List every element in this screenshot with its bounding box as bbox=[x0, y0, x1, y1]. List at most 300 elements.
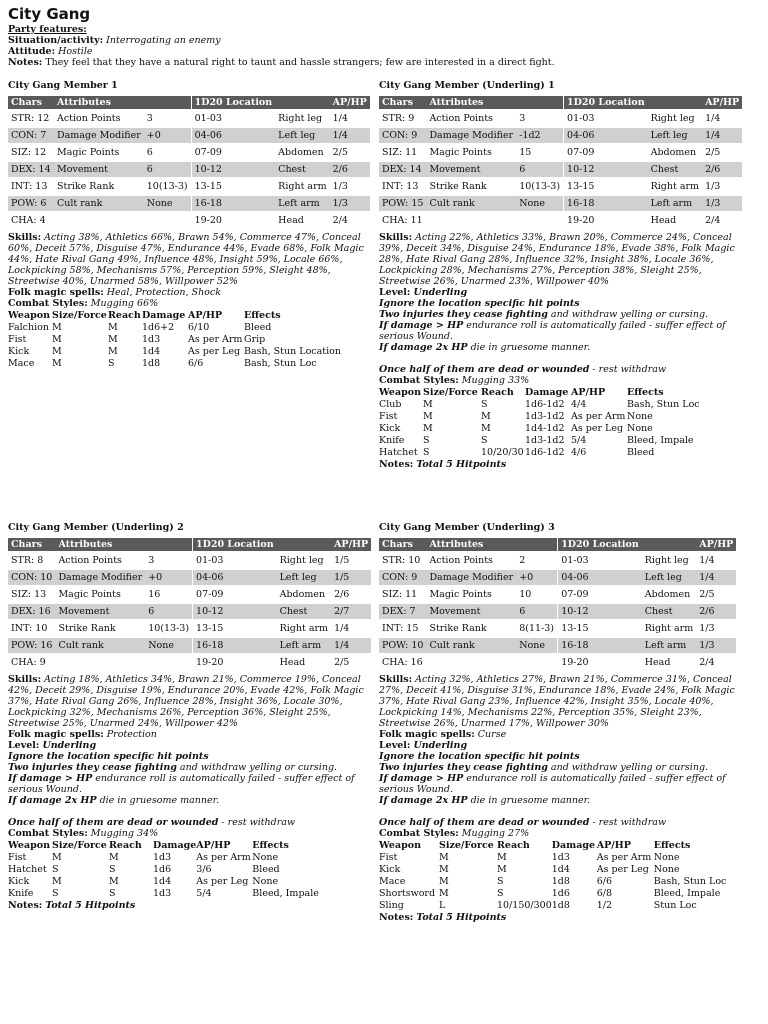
armor-hp-cell: 2/4 bbox=[705, 215, 721, 226]
attribute-name-cell: Damage Modifier bbox=[426, 570, 516, 585]
attribute-name-cell: Strike Rank bbox=[57, 181, 115, 192]
roll-range-cell: 10-12 bbox=[193, 604, 277, 619]
damage-over-hp-rule-text: endurance roll is automatically failed - suffer effect of serious Wound. bbox=[379, 773, 726, 795]
stats-row bbox=[379, 655, 736, 670]
stats-row bbox=[8, 145, 370, 160]
weapon-reach-cell: M bbox=[481, 411, 491, 422]
attribute-name-cell: Movement bbox=[426, 162, 516, 177]
armor-hp-cell: 2/5 bbox=[705, 147, 721, 158]
roll-range-cell: 01-03 bbox=[196, 555, 224, 566]
damage-over-hp-rule bbox=[379, 320, 741, 342]
stat-block bbox=[379, 80, 751, 470]
attribute-value-cell: +0 bbox=[145, 570, 192, 585]
characteristic-cell: POW: 10 bbox=[379, 638, 426, 653]
weapon-name-cell: Knife bbox=[379, 435, 405, 446]
weapon-damage-cell: 1d3 bbox=[153, 888, 172, 899]
chars-header: Chars bbox=[8, 96, 54, 109]
hit-location-cell: Right leg bbox=[650, 113, 695, 124]
skills-value: Acting 22%, Athletics 33%, Brawn 20%, Commerce 24%, Conceal 39%, Deceit 34%, Disguise 24%, Endurance 18%, Evade 38%, Folk Magic 28%, Hate Rival Gang 28%, Influence 32%, Insight 38%, Locale 36%, Lockpicking 28%, Mechanisms 27%, Perception 38%, Sleight 25%, Streetwise 26%, Unarmed 23%, Willpower 40% bbox=[379, 232, 735, 287]
combat-styles bbox=[379, 828, 741, 839]
roll-range-cell: 07-09 bbox=[196, 589, 224, 600]
damage-header: Damage bbox=[525, 387, 569, 398]
weapon-row bbox=[8, 852, 319, 864]
attribute-value-cell bbox=[145, 655, 192, 670]
folk-magic bbox=[8, 287, 370, 298]
attribute-value-cell: 6 bbox=[516, 604, 557, 619]
location-name-header bbox=[648, 96, 702, 109]
folk-magic-value: Protection bbox=[106, 729, 157, 740]
characteristic-cell: DEX: 14 bbox=[8, 162, 54, 177]
damage-over-hp-rule bbox=[8, 773, 370, 795]
weapon-aphp-cell: 6/8 bbox=[596, 888, 613, 899]
weapon-reach-cell: M bbox=[108, 322, 118, 333]
weapon-effects-cell: Bash, Stun Loc bbox=[653, 876, 727, 887]
roll-range-cell: 13-15 bbox=[194, 181, 222, 192]
stats-table bbox=[379, 94, 742, 230]
two-injuries-rule bbox=[8, 762, 370, 773]
weapon-damage-cell: 1d4-1d2 bbox=[525, 423, 565, 434]
weapon-name-cell: Hatchet bbox=[379, 447, 418, 458]
characteristic-cell: STR: 10 bbox=[382, 555, 421, 566]
weapon-effects-cell: None bbox=[252, 876, 279, 887]
armor-hp-cell: 1/3 bbox=[332, 181, 348, 192]
weapons-header-row bbox=[8, 310, 341, 322]
armor-hp-cell: 1/4 bbox=[696, 570, 736, 585]
level bbox=[379, 740, 741, 751]
hit-location-cell: Abdomen bbox=[278, 147, 324, 158]
weapon-size-cell: M bbox=[52, 346, 62, 357]
attribute-name-cell: Strike Rank bbox=[58, 623, 116, 634]
weapon-damage-cell: 1d6-1d2 bbox=[525, 399, 565, 410]
attribute-name-cell: Strike Rank bbox=[429, 181, 487, 192]
attribute-name-cell: Movement bbox=[54, 162, 144, 177]
location-name-header bbox=[277, 538, 331, 551]
stats-row bbox=[8, 196, 370, 211]
hit-location-cell: Head bbox=[278, 215, 304, 226]
weapon-size-cell: L bbox=[439, 900, 446, 911]
characteristic-cell: CHA: 11 bbox=[382, 215, 423, 226]
hit-location-cell: Head bbox=[644, 657, 671, 668]
notes-value: They feel that they have a natural right to taunt and hassle strangers; few are interested in a direct fight. bbox=[45, 57, 555, 68]
armor-hp-cell: 2/4 bbox=[699, 657, 715, 668]
aphp-header: AP/HP bbox=[596, 840, 631, 851]
reach-header: Reach bbox=[108, 310, 141, 321]
weapon-reach-cell: 10/20/30 bbox=[481, 447, 524, 458]
weapon-size-cell: M bbox=[423, 411, 433, 422]
morale-rule-text: - rest withdraw bbox=[589, 817, 667, 828]
block-notes-label: Notes: bbox=[379, 912, 414, 923]
effects-header: Effects bbox=[653, 840, 691, 851]
characteristic-cell: CHA: 16 bbox=[382, 657, 423, 668]
damage-over-hp-rule-strong: If damage > HP bbox=[379, 320, 464, 331]
level-label: Level: bbox=[8, 740, 40, 751]
folk-magic-label: Folk magic spells: bbox=[8, 287, 104, 298]
attribute-value-cell: +0 bbox=[144, 128, 191, 143]
stats-row bbox=[8, 655, 371, 670]
attribute-value-cell: 10 bbox=[519, 589, 532, 600]
armor-hp-cell: 1/4 bbox=[705, 113, 721, 124]
weapon-aphp-cell: As per Leg bbox=[596, 864, 649, 875]
weapon-reach-cell: M bbox=[497, 864, 507, 875]
stats-row bbox=[379, 196, 742, 211]
armor-hp-cell: 1/5 bbox=[334, 555, 350, 566]
armor-hp-cell: 1/4 bbox=[334, 623, 350, 634]
roll-range-cell: 07-09 bbox=[567, 147, 595, 158]
weapon-aphp-cell: As per Arm bbox=[188, 334, 243, 345]
hit-location-cell: Abdomen bbox=[279, 589, 326, 600]
armor-hp-cell: 1/4 bbox=[330, 128, 370, 143]
two-injuries-rule bbox=[379, 309, 741, 320]
morale-rule-text: - rest withdraw bbox=[589, 364, 667, 375]
stats-header-row bbox=[8, 96, 370, 109]
hit-location-cell: Right leg bbox=[279, 555, 324, 566]
attribute-name-cell bbox=[426, 655, 516, 670]
effects-header: Effects bbox=[627, 387, 664, 398]
hit-location-cell: Left arm bbox=[275, 196, 329, 211]
weapon-damage-cell: 1d3 bbox=[153, 852, 172, 863]
double-damage-rule bbox=[379, 342, 741, 353]
roll-range-cell: 10-12 bbox=[192, 162, 276, 177]
armor-hp-cell: 2/6 bbox=[696, 604, 736, 619]
weapon-size-cell: M bbox=[52, 852, 62, 863]
block-title: City Gang Member 1 bbox=[8, 80, 118, 91]
ignore-hit-locations: Ignore the location specific hit points bbox=[379, 751, 580, 762]
block-notes bbox=[379, 912, 741, 923]
block-notes-label: Notes: bbox=[8, 900, 43, 911]
stats-row bbox=[379, 587, 736, 602]
weapons-header-row bbox=[8, 840, 319, 852]
attribute-name-cell: Action Points bbox=[429, 113, 493, 124]
attribute-name-cell: Damage Modifier bbox=[54, 128, 144, 143]
level-label: Level: bbox=[379, 287, 411, 298]
attribute-value-cell: None bbox=[516, 638, 557, 653]
folk-magic bbox=[379, 729, 741, 740]
weapon-effects-cell: Bleed, Impale bbox=[653, 888, 721, 899]
morale-rule bbox=[8, 817, 370, 828]
folk-magic-value: Heal, Protection, Shock bbox=[106, 287, 221, 298]
hit-location-cell: Right arm bbox=[644, 623, 694, 634]
weapon-reach-cell: S bbox=[109, 888, 116, 899]
characteristic-cell: POW: 6 bbox=[8, 196, 54, 211]
combat-styles-label: Combat Styles: bbox=[8, 298, 88, 309]
hit-location-cell: Chest bbox=[642, 604, 696, 619]
stats-row bbox=[379, 162, 742, 177]
attribute-name-cell bbox=[55, 655, 145, 670]
attribute-value-cell: 10(13-3) bbox=[519, 181, 561, 192]
size-header: Size/Force bbox=[52, 310, 107, 321]
attribute-value-cell: 3 bbox=[146, 113, 153, 124]
weapon-name-cell: Mace bbox=[8, 358, 35, 369]
characteristic-cell: SIZ: 11 bbox=[382, 589, 418, 600]
attributes-header: Attributes bbox=[426, 538, 516, 551]
attribute-name-cell: Magic Points bbox=[429, 147, 492, 158]
weapon-header: Weapon bbox=[8, 840, 50, 851]
weapon-reach-cell: S bbox=[109, 864, 116, 875]
armor-hp-cell: 2/5 bbox=[334, 657, 350, 668]
block-title: City Gang Member (Underling) 2 bbox=[8, 522, 184, 533]
roll-range-cell: 04-06 bbox=[558, 570, 642, 585]
weapon-reach-cell: 10/150/300 bbox=[497, 900, 552, 911]
attitude-value: Hostile bbox=[58, 46, 93, 57]
weapon-reach-cell: M bbox=[481, 423, 491, 434]
situation-value: Interrogating an enemy bbox=[106, 35, 221, 46]
morale-rule-text: - rest withdraw bbox=[218, 817, 296, 828]
attribute-name-cell: Damage Modifier bbox=[55, 570, 145, 585]
characteristic-cell: SIZ: 13 bbox=[11, 589, 47, 600]
weapon-effects-cell: None bbox=[653, 852, 680, 863]
weapon-size-cell: M bbox=[439, 864, 449, 875]
effects-header: Effects bbox=[252, 840, 289, 851]
weapon-damage-cell: 1d3 bbox=[551, 852, 570, 863]
hit-location-cell: Right arm bbox=[279, 623, 329, 634]
double-damage-rule bbox=[8, 795, 370, 806]
roll-range-cell: 10-12 bbox=[564, 162, 648, 177]
stats-row bbox=[8, 111, 370, 126]
block-title: City Gang Member (Underling) 3 bbox=[379, 522, 555, 533]
weapon-reach-cell: M bbox=[109, 852, 119, 863]
attribute-name-cell: Magic Points bbox=[429, 589, 492, 600]
weapon-effects-cell: Bash, Stun Loc bbox=[244, 358, 317, 369]
attribute-value-cell: 6 bbox=[146, 147, 153, 158]
spacer bbox=[379, 806, 751, 817]
hit-location-cell: Left arm bbox=[642, 638, 696, 653]
aphp-header: AP/HP bbox=[696, 538, 736, 551]
attribute-value-cell: None bbox=[516, 196, 563, 211]
armor-hp-cell: 1/3 bbox=[330, 196, 370, 211]
morale-rule-strong: Once half of them are dead or wounded bbox=[379, 364, 590, 375]
stats-row bbox=[379, 128, 742, 143]
weapon-aphp-cell: 3/6 bbox=[196, 864, 212, 875]
weapon-effects-cell: Bash, Stun Location bbox=[244, 346, 341, 357]
weapon-damage-cell: 1d8 bbox=[142, 358, 161, 369]
combat-styles-label: Combat Styles: bbox=[379, 828, 459, 839]
location-name-header bbox=[275, 96, 329, 109]
weapons-header-row bbox=[379, 840, 726, 852]
level bbox=[8, 740, 370, 751]
attribute-value-cell: 8(11-3) bbox=[519, 623, 554, 634]
weapon-size-cell: M bbox=[52, 876, 62, 887]
weapon-row bbox=[379, 411, 700, 423]
hit-location-cell: Left leg bbox=[277, 570, 331, 585]
stats-row bbox=[379, 111, 742, 126]
attribute-value-cell: None bbox=[144, 196, 191, 211]
weapon-reach-cell: S bbox=[497, 876, 504, 887]
aphp-header: AP/HP bbox=[331, 538, 371, 551]
weapon-aphp-cell: As per Leg bbox=[571, 423, 624, 434]
stats-row bbox=[8, 162, 370, 177]
attribute-value-cell: 10(13-3) bbox=[148, 623, 190, 634]
characteristic-cell: CHA: 4 bbox=[11, 215, 46, 226]
attribute-value-cell: None bbox=[145, 638, 192, 653]
skills-paragraph bbox=[8, 232, 370, 287]
folk-magic-label: Folk magic spells: bbox=[8, 729, 104, 740]
weapons-table bbox=[8, 840, 319, 900]
attribute-name-cell: Cult rank bbox=[54, 196, 144, 211]
characteristic-cell: STR: 8 bbox=[11, 555, 44, 566]
level bbox=[379, 287, 741, 298]
weapon-name-cell: Kick bbox=[379, 864, 401, 875]
weapon-name-cell: Knife bbox=[8, 888, 34, 899]
weapon-reach-cell: S bbox=[481, 435, 488, 446]
attribute-name-cell: Magic Points bbox=[57, 147, 120, 158]
armor-hp-cell: 1/3 bbox=[699, 623, 715, 634]
characteristic-cell: INT: 13 bbox=[11, 181, 48, 192]
block-notes-value: Total 5 Hitpoints bbox=[45, 900, 136, 911]
roll-range-cell: 10-12 bbox=[558, 604, 642, 619]
stats-row bbox=[379, 553, 736, 568]
stats-table bbox=[379, 536, 736, 672]
attribute-value-cell: 3 bbox=[519, 113, 526, 124]
weapon-name-cell: Fist bbox=[8, 852, 27, 863]
weapon-row bbox=[379, 399, 700, 411]
attribute-value-cell bbox=[516, 655, 557, 670]
hit-location-cell: Left leg bbox=[275, 128, 329, 143]
location-header: 1D20 Location bbox=[192, 96, 276, 109]
hit-location-cell: Chest bbox=[648, 162, 702, 177]
weapon-reach-cell: M bbox=[108, 334, 118, 345]
hit-location-cell: Left leg bbox=[642, 570, 696, 585]
weapons-header-row bbox=[379, 387, 700, 399]
weapon-effects-cell: None bbox=[653, 864, 680, 875]
hit-location-cell: Abdomen bbox=[650, 147, 697, 158]
hit-location-cell: Left leg bbox=[648, 128, 702, 143]
combat-styles-label: Combat Styles: bbox=[8, 828, 88, 839]
armor-hp-cell: 2/5 bbox=[699, 589, 715, 600]
attribute-name-cell: Movement bbox=[426, 604, 516, 619]
stats-row bbox=[379, 179, 742, 194]
attribute-name-cell: Movement bbox=[55, 604, 145, 619]
roll-range-cell: 19-20 bbox=[567, 215, 595, 226]
characteristic-cell: STR: 9 bbox=[382, 113, 415, 124]
weapon-reach-cell: M bbox=[109, 876, 119, 887]
stats-row bbox=[379, 145, 742, 160]
roll-range-cell: 16-18 bbox=[564, 196, 648, 211]
two-injuries-rule-strong: Two injuries they cease fighting bbox=[8, 762, 177, 773]
combat-styles-value: Mugging 33% bbox=[461, 375, 530, 386]
location-header: 1D20 Location bbox=[564, 96, 648, 109]
weapon-header: Weapon bbox=[379, 387, 421, 398]
damage-over-hp-rule-text: endurance roll is automatically failed - suffer effect of serious Wound. bbox=[8, 773, 355, 795]
characteristic-cell: INT: 10 bbox=[11, 623, 48, 634]
attitude-label: Attitude: bbox=[8, 46, 56, 57]
weapon-size-cell: M bbox=[423, 423, 433, 434]
weapon-aphp-cell: As per Leg bbox=[196, 876, 249, 887]
chars-header: Chars bbox=[379, 538, 426, 551]
aphp-header: AP/HP bbox=[330, 96, 370, 109]
weapon-name-cell: Mace bbox=[379, 876, 406, 887]
characteristic-cell: SIZ: 12 bbox=[11, 147, 47, 158]
roll-range-cell: 04-06 bbox=[192, 128, 276, 143]
location-header: 1D20 Location bbox=[558, 538, 642, 551]
weapon-damage-cell: 1d3 bbox=[142, 334, 161, 345]
two-injuries-rule-text: and withdraw yelling or cursing. bbox=[547, 309, 709, 320]
damage-over-hp-rule-strong: If damage > HP bbox=[379, 773, 464, 784]
situation-label: Situation/activity: bbox=[8, 35, 104, 46]
attribute-value-cell: 15 bbox=[519, 147, 532, 158]
roll-range-cell: 16-18 bbox=[558, 638, 642, 653]
damage-header: Damage bbox=[153, 840, 197, 851]
weapon-size-cell: S bbox=[52, 888, 59, 899]
attribute-value-cell: 2 bbox=[519, 555, 526, 566]
weapon-reach-cell: S bbox=[481, 399, 488, 410]
morale-rule bbox=[379, 817, 741, 828]
roll-range-cell: 19-20 bbox=[561, 657, 589, 668]
reach-header: Reach bbox=[497, 840, 530, 851]
weapon-name-cell: Kick bbox=[379, 423, 401, 434]
two-injuries-rule-text: and withdraw yelling or cursing. bbox=[176, 762, 338, 773]
page-title: City Gang bbox=[8, 5, 91, 23]
weapon-row bbox=[379, 852, 726, 864]
roll-range-cell: 16-18 bbox=[193, 638, 277, 653]
weapon-aphp-cell: 6/10 bbox=[188, 322, 210, 333]
weapon-row bbox=[8, 888, 319, 900]
folk-magic bbox=[8, 729, 370, 740]
weapon-damage-cell: 1d4 bbox=[142, 346, 161, 357]
weapon-reach-cell: S bbox=[108, 358, 115, 369]
characteristic-cell: CHA: 9 bbox=[11, 657, 46, 668]
aphp-header: AP/HP bbox=[188, 310, 223, 321]
armor-hp-cell: 2/6 bbox=[334, 589, 350, 600]
stats-row bbox=[8, 604, 371, 619]
stats-row bbox=[8, 587, 371, 602]
weapon-header: Weapon bbox=[379, 840, 421, 851]
location-name-header bbox=[642, 538, 696, 551]
stats-row bbox=[8, 128, 370, 143]
weapon-effects-cell: Bleed, Impale bbox=[252, 888, 319, 899]
characteristic-cell: DEX: 14 bbox=[379, 162, 426, 177]
characteristic-cell: POW: 16 bbox=[8, 638, 55, 653]
weapon-row bbox=[8, 358, 341, 370]
attribute-name-cell: Action Points bbox=[58, 555, 122, 566]
block-notes-label: Notes: bbox=[379, 459, 414, 470]
characteristic-cell: DEX: 7 bbox=[379, 604, 426, 619]
hit-location-cell: Left arm bbox=[648, 196, 702, 211]
block-notes bbox=[379, 459, 741, 470]
roll-range-cell: 04-06 bbox=[193, 570, 277, 585]
weapon-damage-cell: 1d3-1d2 bbox=[525, 435, 565, 446]
weapon-name-cell: Fist bbox=[379, 852, 398, 863]
combat-styles bbox=[8, 828, 370, 839]
attribute-name-cell: Strike Rank bbox=[429, 623, 487, 634]
attribute-name-cell: Damage Modifier bbox=[426, 128, 516, 143]
weapon-effects-cell: Bleed, Impale bbox=[627, 435, 694, 446]
skills-label: Skills: bbox=[379, 674, 413, 685]
skills-label: Skills: bbox=[379, 232, 413, 243]
weapon-reach-cell: M bbox=[497, 852, 507, 863]
weapon-row bbox=[379, 900, 726, 912]
weapon-aphp-cell: 4/4 bbox=[571, 399, 587, 410]
weapon-size-cell: M bbox=[439, 876, 449, 887]
weapon-aphp-cell: 6/6 bbox=[596, 876, 613, 887]
weapon-row bbox=[379, 864, 726, 876]
combat-styles bbox=[379, 375, 741, 386]
armor-hp-cell: 2/7 bbox=[331, 604, 371, 619]
location-header: 1D20 Location bbox=[193, 538, 277, 551]
weapon-effects-cell: None bbox=[252, 852, 279, 863]
double-damage-rule-text: die in gruesome manner. bbox=[467, 342, 591, 353]
double-damage-rule-strong: If damage 2x HP bbox=[8, 795, 97, 806]
folk-magic-value: Curse bbox=[477, 729, 507, 740]
weapon-size-cell: M bbox=[52, 322, 62, 333]
hit-location-cell: Right arm bbox=[650, 181, 700, 192]
weapon-aphp-cell: 1/2 bbox=[596, 900, 613, 911]
double-damage-rule-text: die in gruesome manner. bbox=[467, 795, 591, 806]
weapon-row bbox=[8, 322, 341, 334]
roll-range-cell: 07-09 bbox=[561, 589, 589, 600]
weapon-aphp-cell: 4/6 bbox=[571, 447, 587, 458]
weapon-aphp-cell: 5/4 bbox=[571, 435, 587, 446]
size-header: Size/Force bbox=[52, 840, 107, 851]
